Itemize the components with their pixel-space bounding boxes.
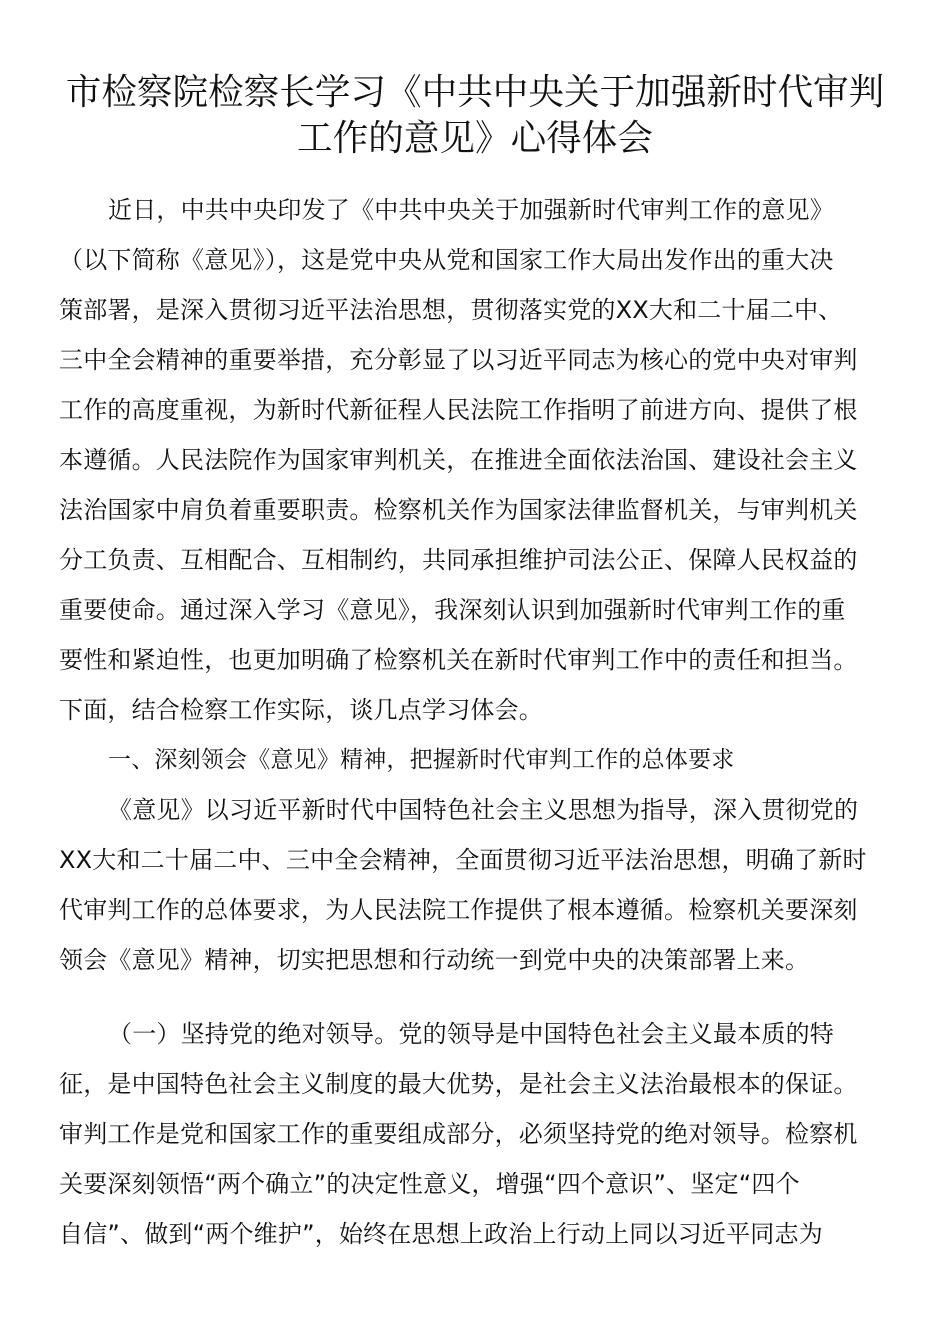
document-title <box>40 70 910 162</box>
paragraph-line: 近日，中共中央印发了《中共中央关于加强新时代审判工作的意见》 <box>108 196 834 224</box>
paragraph-line: 审判工作是党和国家工作的重要组成部分，必须坚持党的绝对领导。检察机 <box>59 1120 858 1148</box>
paragraph-line: （一）坚持党的绝对领导。党的领导是中国特色社会主义最本质的特 <box>108 1020 834 1048</box>
paragraph-line: 分工负责、互相配合、互相制约，共同承担维护司法公正、保障人民权益的 <box>59 546 858 574</box>
paragraph-line: 代审判工作的总体要求，为人民法院工作提供了根本遵循。检察机关要深刻 <box>59 896 858 924</box>
paragraph-line: （以下简称《意见》），这是党中央从党和国家工作大局出发作出的重大决 <box>59 246 834 274</box>
paragraph-line: 三中全会精神的重要举措，充分彰显了以习近平同志为核心的党中央对审判 <box>59 346 858 374</box>
paragraph-line: 下面，结合检察工作实际，谈几点学习体会。 <box>59 696 543 724</box>
title-line-2: 工作的意见》心得体会 <box>297 118 653 159</box>
paragraph-line: 征，是中国特色社会主义制度的最大优势，是社会主义法治最根本的保证。 <box>59 1070 858 1098</box>
paragraph-line: 本遵循。人民法院作为国家审判机关，在推进全面依法治国、建设社会主义 <box>59 446 858 474</box>
paragraph-line: 领会《意见》精神，切实把思想和行动统一到党中央的决策部署上来。 <box>59 946 810 974</box>
paragraph-line: 重要使命。通过深入学习《意见》，我深刻认识到加强新时代审判工作的重 <box>59 596 846 624</box>
paragraph-line: 自信”、做到“两个维护”，始终在思想上政治上行动上同以习近平同志为 <box>59 1220 823 1248</box>
paragraph-line: 策部署，是深入贯彻习近平法治思想，贯彻落实党的XX大和二十届二中、 <box>59 296 843 324</box>
title-line-1: 市检察院检察长学习《中共中央关于加强新时代审判 <box>65 72 885 113</box>
paragraph-line: 关要深刻领悟“两个确立”的决定性意义，增强“四个意识”、坚定“四个 <box>59 1170 800 1198</box>
paragraph-line: XX大和二十届二中、三中全会精神，全面贯彻习近平法治思想，明确了新时 <box>59 846 867 874</box>
paragraph-line: 法治国家中肩负着重要职责。检察机关作为国家法律监督机关，与审判机关 <box>59 496 858 524</box>
paragraph-line: 《意见》以习近平新时代中国特色社会主义思想为指导，深入贯彻党的 <box>108 796 859 824</box>
paragraph-line: 要性和紧迫性，也更加明确了检察机关在新时代审判工作中的责任和担当。 <box>59 646 858 674</box>
section-heading: 一、深刻领会《意见》精神，把握新时代审判工作的总体要求 <box>108 747 735 773</box>
paragraph-line: 工作的高度重视，为新时代新征程人民法院工作指明了前进方向、提供了根 <box>59 396 858 424</box>
